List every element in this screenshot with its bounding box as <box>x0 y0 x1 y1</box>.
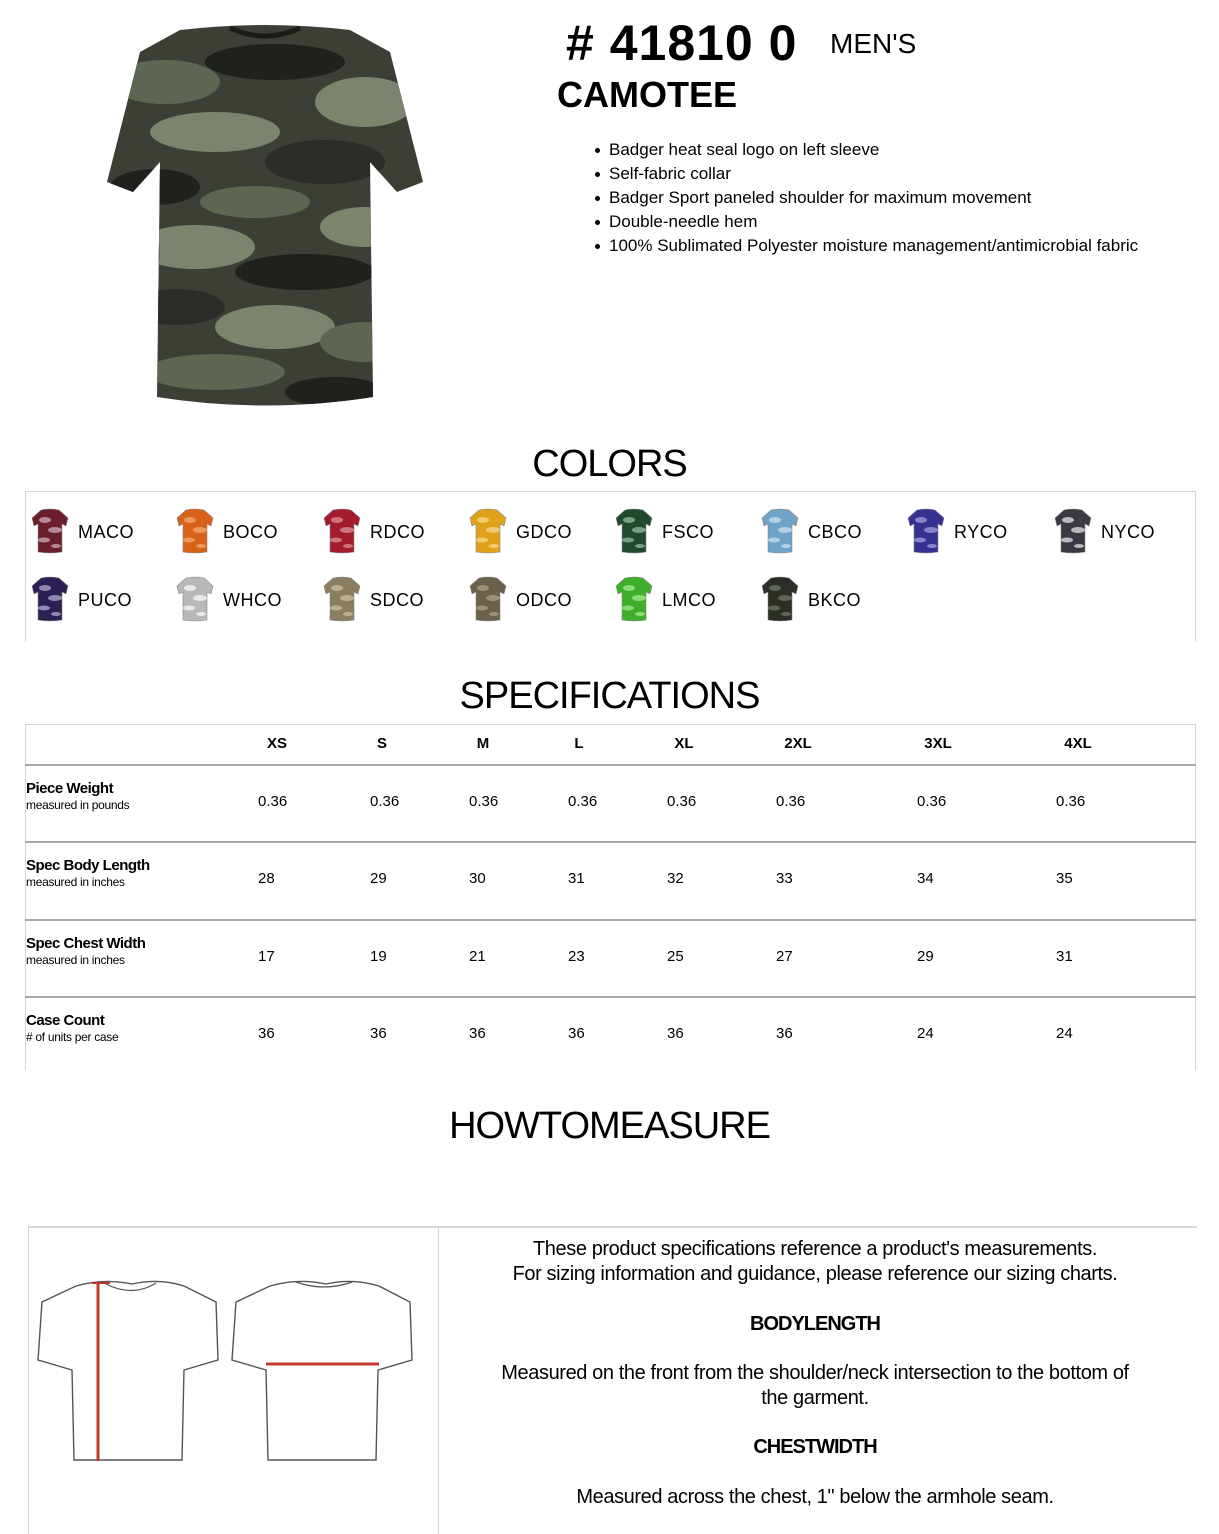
color-swatch[interactable] <box>176 576 282 622</box>
tshirt-swatch-icon <box>761 576 799 622</box>
color-code-label: WHCO <box>223 590 282 610</box>
spec-cell: 25 <box>667 948 684 965</box>
size-column-header: S <box>376 735 387 752</box>
tshirt-swatch-icon <box>176 576 214 622</box>
color-swatch[interactable] <box>469 508 572 554</box>
color-swatch[interactable] <box>1054 508 1156 554</box>
spec-cell: 24 <box>1056 1025 1073 1042</box>
spec-cell: 32 <box>667 870 684 887</box>
product-number: # 41810 0 <box>566 15 798 71</box>
measurement-diagram <box>34 1278 424 1468</box>
measure-intro-line1: These product specifications reference a product's measurements. <box>532 1238 1098 1260</box>
spec-cell: 36 <box>258 1025 275 1042</box>
spec-cell: 21 <box>469 948 486 965</box>
color-code-label: BOCO <box>223 522 279 542</box>
spec-cell: 23 <box>568 948 585 965</box>
panel-divider <box>438 1228 439 1534</box>
spec-cell: 0.36 <box>917 793 947 810</box>
spec-cell: 29 <box>370 870 387 887</box>
tshirt-swatch-icon <box>176 508 214 554</box>
feature-item: 100% Sublimated Polyester moisture management/antimicrobial fabric <box>592 234 1138 258</box>
spec-cell: 36 <box>469 1025 486 1042</box>
spec-row-label <box>26 780 129 812</box>
measure-intro-line2: For sizing information and guidance, please reference our sizing charts. <box>512 1263 1118 1285</box>
color-swatch[interactable] <box>907 508 1008 554</box>
spec-row-title: Case Count <box>26 1012 105 1029</box>
color-code-label: SDCO <box>370 590 425 610</box>
spec-cell: 31 <box>1056 948 1073 965</box>
feature-item: Badger heat seal logo on left sleeve <box>592 138 1138 162</box>
spec-cell: 0.36 <box>258 793 288 810</box>
color-code-label: NYCO <box>1101 522 1156 542</box>
spec-cell: 29 <box>917 948 934 965</box>
spec-row-label <box>26 935 145 967</box>
spec-row-unit: measured in pounds <box>26 798 130 812</box>
color-swatch[interactable] <box>323 508 425 554</box>
tshirt-swatch-icon <box>323 508 361 554</box>
spec-cell: 35 <box>1056 870 1073 887</box>
tshirt-back-outline <box>232 1281 412 1460</box>
spec-cell: 34 <box>917 870 934 887</box>
color-code-label: MACO <box>78 522 134 542</box>
size-column-header: 3XL <box>924 735 952 752</box>
color-swatch[interactable] <box>31 576 133 622</box>
color-code-label: RDCO <box>370 522 425 542</box>
table-divider <box>25 764 1196 766</box>
size-column-header: 2XL <box>784 735 812 752</box>
color-swatch[interactable] <box>761 576 862 622</box>
spec-cell: 17 <box>258 948 275 965</box>
color-code-label: RYCO <box>954 522 1008 542</box>
tshirt-swatch-icon <box>469 576 507 622</box>
color-swatch-grid <box>25 491 1196 642</box>
spec-cell: 0.36 <box>776 793 806 810</box>
body-length-heading: BODYLENGTH <box>750 1313 880 1335</box>
spec-cell: 0.36 <box>1056 793 1086 810</box>
tshirt-swatch-icon <box>761 508 799 554</box>
color-code-label: GDCO <box>516 522 572 542</box>
spec-row-title: Spec Chest Width <box>26 935 146 952</box>
chest-width-description: Measured across the chest, 1" below the armhole seam. <box>576 1486 1054 1508</box>
spec-row-title: Spec Body Length <box>26 857 150 874</box>
color-swatch[interactable] <box>761 508 863 554</box>
color-swatch[interactable] <box>176 508 279 554</box>
spec-row-unit: # of units per case <box>26 1030 119 1044</box>
table-divider <box>25 841 1196 843</box>
spec-cell: 27 <box>776 948 793 965</box>
tshirt-swatch-icon <box>323 576 361 622</box>
spec-row-unit: measured in inches <box>26 953 125 967</box>
color-swatch[interactable] <box>615 508 715 554</box>
feature-item: Double-needle hem <box>592 210 1138 234</box>
spec-cell: 36 <box>568 1025 585 1042</box>
spec-cell: 36 <box>370 1025 387 1042</box>
body-length-description-line2: the garment. <box>761 1387 869 1409</box>
color-code-label: FSCO <box>662 522 715 542</box>
tshirt-swatch-icon <box>469 508 507 554</box>
spec-row-unit: measured in inches <box>26 875 125 889</box>
color-code-label: ODCO <box>516 590 572 610</box>
feature-item: Badger Sport paneled shoulder for maximum movement <box>592 186 1138 210</box>
size-column-header: L <box>574 735 584 752</box>
color-code-label: PUCO <box>78 590 133 610</box>
spec-row-label <box>26 857 150 889</box>
spec-cell: 31 <box>568 870 585 887</box>
color-swatch[interactable] <box>615 576 717 622</box>
color-swatch[interactable] <box>469 576 572 622</box>
camo-tshirt-image <box>105 22 425 412</box>
spec-cell: 36 <box>776 1025 793 1042</box>
color-swatch[interactable] <box>323 576 425 622</box>
spec-cell: 28 <box>258 870 275 887</box>
spec-row-label <box>26 1012 118 1044</box>
size-column-header: 4XL <box>1064 735 1092 752</box>
spec-cell: 19 <box>370 948 387 965</box>
size-column-header: M <box>476 735 490 752</box>
specifications-table <box>25 724 1196 1070</box>
color-swatch[interactable] <box>31 508 134 554</box>
colors-title: COLORS <box>532 443 687 485</box>
spec-cell: 0.36 <box>370 793 400 810</box>
color-code-label: BKCO <box>808 590 862 610</box>
spec-cell: 30 <box>469 870 486 887</box>
product-name: CAMOTEE <box>557 74 737 115</box>
spec-cell: 0.36 <box>469 793 499 810</box>
color-code-label: CBCO <box>808 522 863 542</box>
spec-cell: 33 <box>776 870 793 887</box>
spec-cell: 36 <box>667 1025 684 1042</box>
feature-list <box>592 138 1138 258</box>
tshirt-swatch-icon <box>615 576 653 622</box>
body-length-description-line1: Measured on the front from the shoulder/neck intersection to the bottom of <box>501 1362 1129 1384</box>
spec-cell: 0.36 <box>568 793 598 810</box>
tshirt-swatch-icon <box>907 508 945 554</box>
tshirt-swatch-icon <box>31 576 69 622</box>
how-to-measure-title: HOWTOMEASURE <box>449 1105 770 1147</box>
tshirt-swatch-icon <box>1054 508 1092 554</box>
spec-row-title: Piece Weight <box>26 780 114 797</box>
specifications-title: SPECIFICATIONS <box>459 675 760 717</box>
product-image <box>105 22 425 412</box>
chest-width-heading: CHESTWIDTH <box>753 1436 877 1458</box>
product-gender: MEN'S <box>830 28 917 59</box>
table-divider <box>25 919 1196 921</box>
tshirt-front-outline <box>38 1281 218 1460</box>
size-column-header: XL <box>674 735 694 752</box>
spec-cell: 24 <box>917 1025 934 1042</box>
spec-cell: 0.36 <box>667 793 697 810</box>
color-code-label: LMCO <box>662 590 717 610</box>
tshirt-swatch-icon <box>615 508 653 554</box>
table-divider <box>25 996 1196 998</box>
size-column-header: XS <box>266 735 287 752</box>
tshirt-swatch-icon <box>31 508 69 554</box>
feature-item: Self-fabric collar <box>592 162 1138 186</box>
